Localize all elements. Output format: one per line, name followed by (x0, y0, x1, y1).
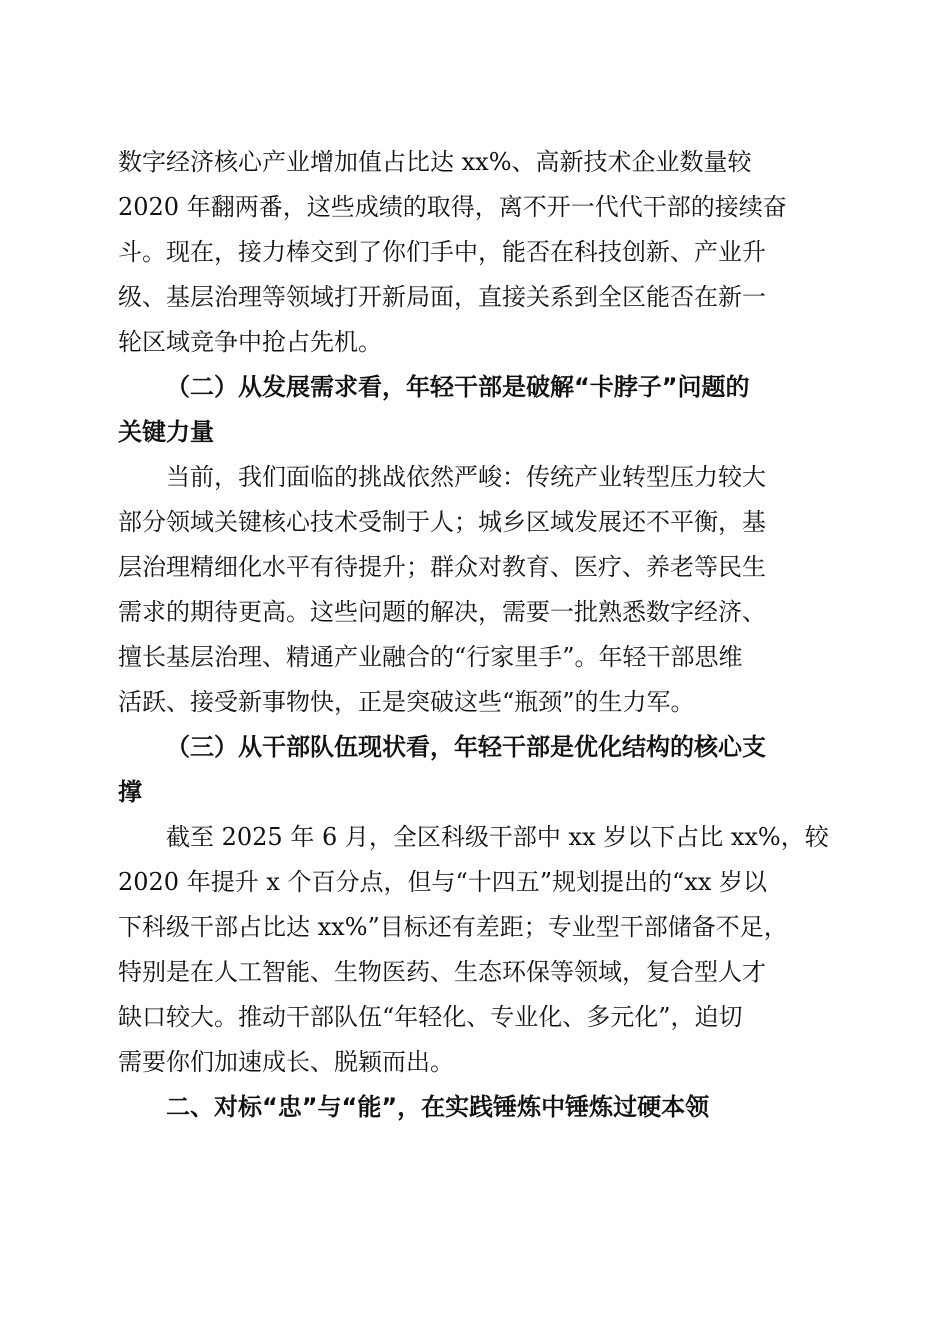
paragraph-line: 轮区域竞争中抢占先机。 (118, 328, 382, 356)
paragraph-line: 2020 年翻两番，这些成绩的取得，离不开一代代干部的接续奋 (118, 193, 787, 221)
section-heading: 二、对标“忠”与“能”，在实践锤炼中锤炼过硬本领 (166, 1093, 710, 1121)
paragraph-line: 需求的期待更高。这些问题的解决，需要一批熟悉数字经济、 (118, 598, 766, 626)
paragraph-line: 2020 年提升 x 个百分点，但与“十四五”规划提出的“xx 岁以 (118, 868, 768, 896)
subheading-continuation: 关键力量 (118, 418, 214, 446)
paragraph-line: 层治理精细化水平有待提升；群众对教育、医疗、养老等民生 (118, 553, 766, 581)
paragraph-line: 擅长基层治理、精通产业融合的“行家里手”。年轻干部思维 (118, 643, 743, 671)
paragraph-line: 下科级干部占比达 xx%”目标还有差距；专业型干部储备不足， (118, 913, 788, 941)
subheading: （三）从干部队伍现状看，年轻干部是优化结构的核心支 (166, 733, 766, 761)
paragraph-line: 缺口较大。推动干部队伍“年轻化、专业化、多元化”，迫切 (118, 1003, 743, 1031)
paragraph-line: 数字经济核心产业增加值占比达 xx%、高新技术企业数量较 (118, 148, 752, 176)
subheading: （二）从发展需求看，年轻干部是破解“卡脖子”问题的 (166, 373, 750, 401)
paragraph-line: 斗。现在，接力棒交到了你们手中，能否在科技创新、产业升 (118, 238, 766, 266)
paragraph-line: 级、基层治理等领域打开新局面，直接关系到全区能否在新一 (118, 283, 766, 311)
paragraph-line: 截至 2025 年 6 月，全区科级干部中 xx 岁以下占比 xx%，较 (166, 823, 829, 851)
paragraph-line: 当前，我们面临的挑战依然严峻：传统产业转型压力较大 (166, 463, 766, 491)
paragraph-line: 部分领域关键核心技术受制于人；城乡区域发展还不平衡，基 (118, 508, 766, 536)
paragraph-line: 活跃、接受新事物快，正是突破这些“瓶颈”的生力军。 (118, 688, 695, 716)
paragraph-line: 特别是在人工智能、生物医药、生态环保等领域，复合型人才 (118, 958, 766, 986)
subheading-continuation: 撑 (118, 778, 142, 806)
paragraph-line: 需要你们加速成长、脱颖而出。 (118, 1048, 454, 1076)
